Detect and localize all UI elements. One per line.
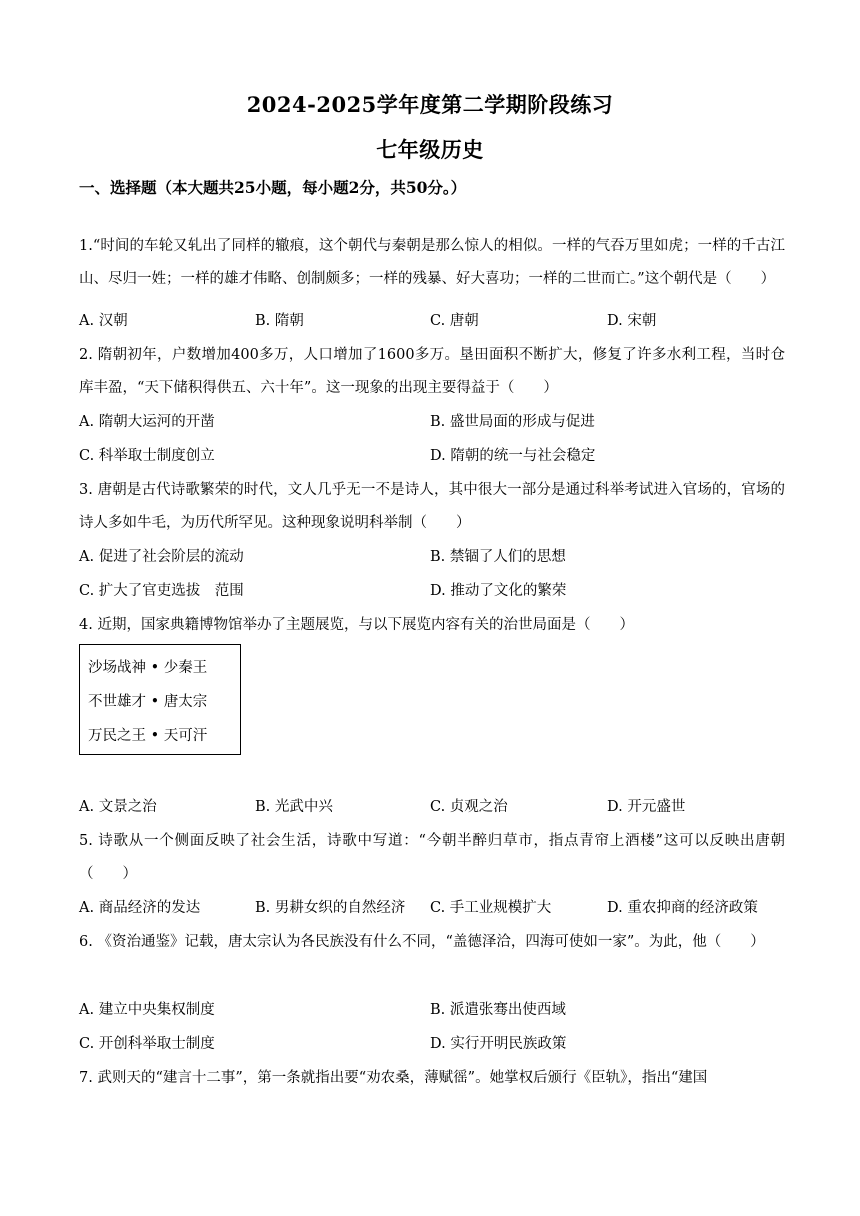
option-b: B. 隋朝 bbox=[255, 313, 304, 329]
option-d: D. 宋朝 bbox=[607, 313, 657, 329]
option-a: A. 促进了社会阶层的流动 bbox=[79, 549, 244, 565]
option-a: A. 汉朝 bbox=[79, 313, 128, 329]
question-2-stem: 2. 隋朝初年，户数增加400多万，人口增加了1600多万。垦田面积不断扩大，修复了许多水利工程，当时仓库丰盈，“天下储积得供五、六十年”。这一现象的出现主要得益于（ ） bbox=[79, 347, 785, 396]
option-b: B. 男耕女织的自然经济 bbox=[255, 900, 406, 916]
question-6-stem: 6. 《资治通鉴》记载，唐太宗认为各民族没有什么不同，“盖德泽洽，四海可使如一家”。为此，他（ ） bbox=[79, 934, 765, 950]
option-d: D. 实行开明民族政策 bbox=[430, 1036, 567, 1052]
question-1-options bbox=[79, 305, 785, 338]
option-d: D. 推动了文化的繁荣 bbox=[430, 583, 567, 599]
option-d: D. 隋朝的统一与社会稳定 bbox=[430, 448, 596, 464]
exhibition-line-1: 沙场战神 • 少秦王 bbox=[88, 660, 208, 676]
exam-title: 2024-2025学年度第二学期阶段练习 bbox=[246, 92, 614, 117]
option-b: B. 盛世局面的形成与促进 bbox=[430, 414, 595, 430]
option-a: A. 文景之治 bbox=[79, 799, 157, 815]
question-1-stem: 1.“时间的车轮又轧出了同样的辙痕，这个朝代与秦朝是那么惊人的相似。一样的气吞万里如虎；一样的千古江山、尽归一姓；一样的雄才伟略、创制颇多；一样的残暴、好大喜功；一样的二世而亡。”这个朝代是（ ） bbox=[79, 238, 785, 287]
option-c: C. 科举取士制度创立 bbox=[79, 448, 215, 464]
option-a: A. 建立中央集权制度 bbox=[79, 1002, 215, 1018]
question-3-stem: 3. 唐朝是古代诗歌繁荣的时代，文人几乎无一不是诗人，其中很大一部分是通过科举考试进入官场的，官场的诗人多如牛毛，为历代所罕见。这种现象说明科举制（ ） bbox=[79, 482, 785, 531]
option-c: C. 唐朝 bbox=[430, 313, 479, 329]
question-3-options-row-2 bbox=[79, 575, 785, 608]
option-a: A. 商品经济的发达 bbox=[79, 900, 201, 916]
option-d: D. 开元盛世 bbox=[607, 799, 686, 815]
question-6-options-row-2 bbox=[79, 1028, 785, 1061]
question-6-options-row-1 bbox=[79, 994, 785, 1027]
option-b: B. 禁锢了人们的思想 bbox=[430, 549, 566, 565]
option-b: B. 派遣张骞出使西域 bbox=[430, 1002, 566, 1018]
question-4-options bbox=[79, 791, 785, 824]
exhibition-line-2: 不世雄才 • 唐太宗 bbox=[88, 694, 208, 710]
exam-subtitle: 七年级历史 bbox=[376, 137, 484, 162]
option-c: C. 贞观之治 bbox=[430, 799, 508, 815]
question-5-stem: 5. 诗歌从一个侧面反映了社会生活，诗歌中写道：“今朝半醉归草市，指点青帘上酒楼”这可以反映出唐朝（ ） bbox=[79, 833, 785, 882]
question-7-stem: 7. 武则天的“建言十二事”，第一条就指出要“劝农桑，薄赋徭”。她掌权后颁行《臣轨》，指出“建国 bbox=[79, 1070, 708, 1086]
question-4-stem: 4. 近期，国家典籍博物馆举办了主题展览，与以下展览内容有关的治世局面是（ ） bbox=[79, 617, 634, 633]
exhibition-line-3: 万民之王 • 天可汗 bbox=[88, 728, 208, 744]
option-b: B. 光武中兴 bbox=[255, 799, 333, 815]
exhibition-content-box bbox=[79, 644, 241, 755]
question-2-options-row-1 bbox=[79, 406, 785, 439]
option-c: C. 开创科举取士制度 bbox=[79, 1036, 215, 1052]
section-heading: 一、选择题（本大题共25小题，每小题2分，共50分。） bbox=[79, 178, 467, 197]
question-3-options-row-1 bbox=[79, 541, 785, 574]
question-5-options bbox=[79, 892, 785, 925]
option-a: A. 隋朝大运河的开凿 bbox=[79, 414, 215, 430]
question-2-options-row-2 bbox=[79, 440, 785, 473]
option-c: C. 手工业规模扩大 bbox=[430, 900, 552, 916]
option-c: C. 扩大了官吏选拔 范围 bbox=[79, 583, 244, 599]
option-d: D. 重农抑商的经济政策 bbox=[607, 900, 758, 916]
